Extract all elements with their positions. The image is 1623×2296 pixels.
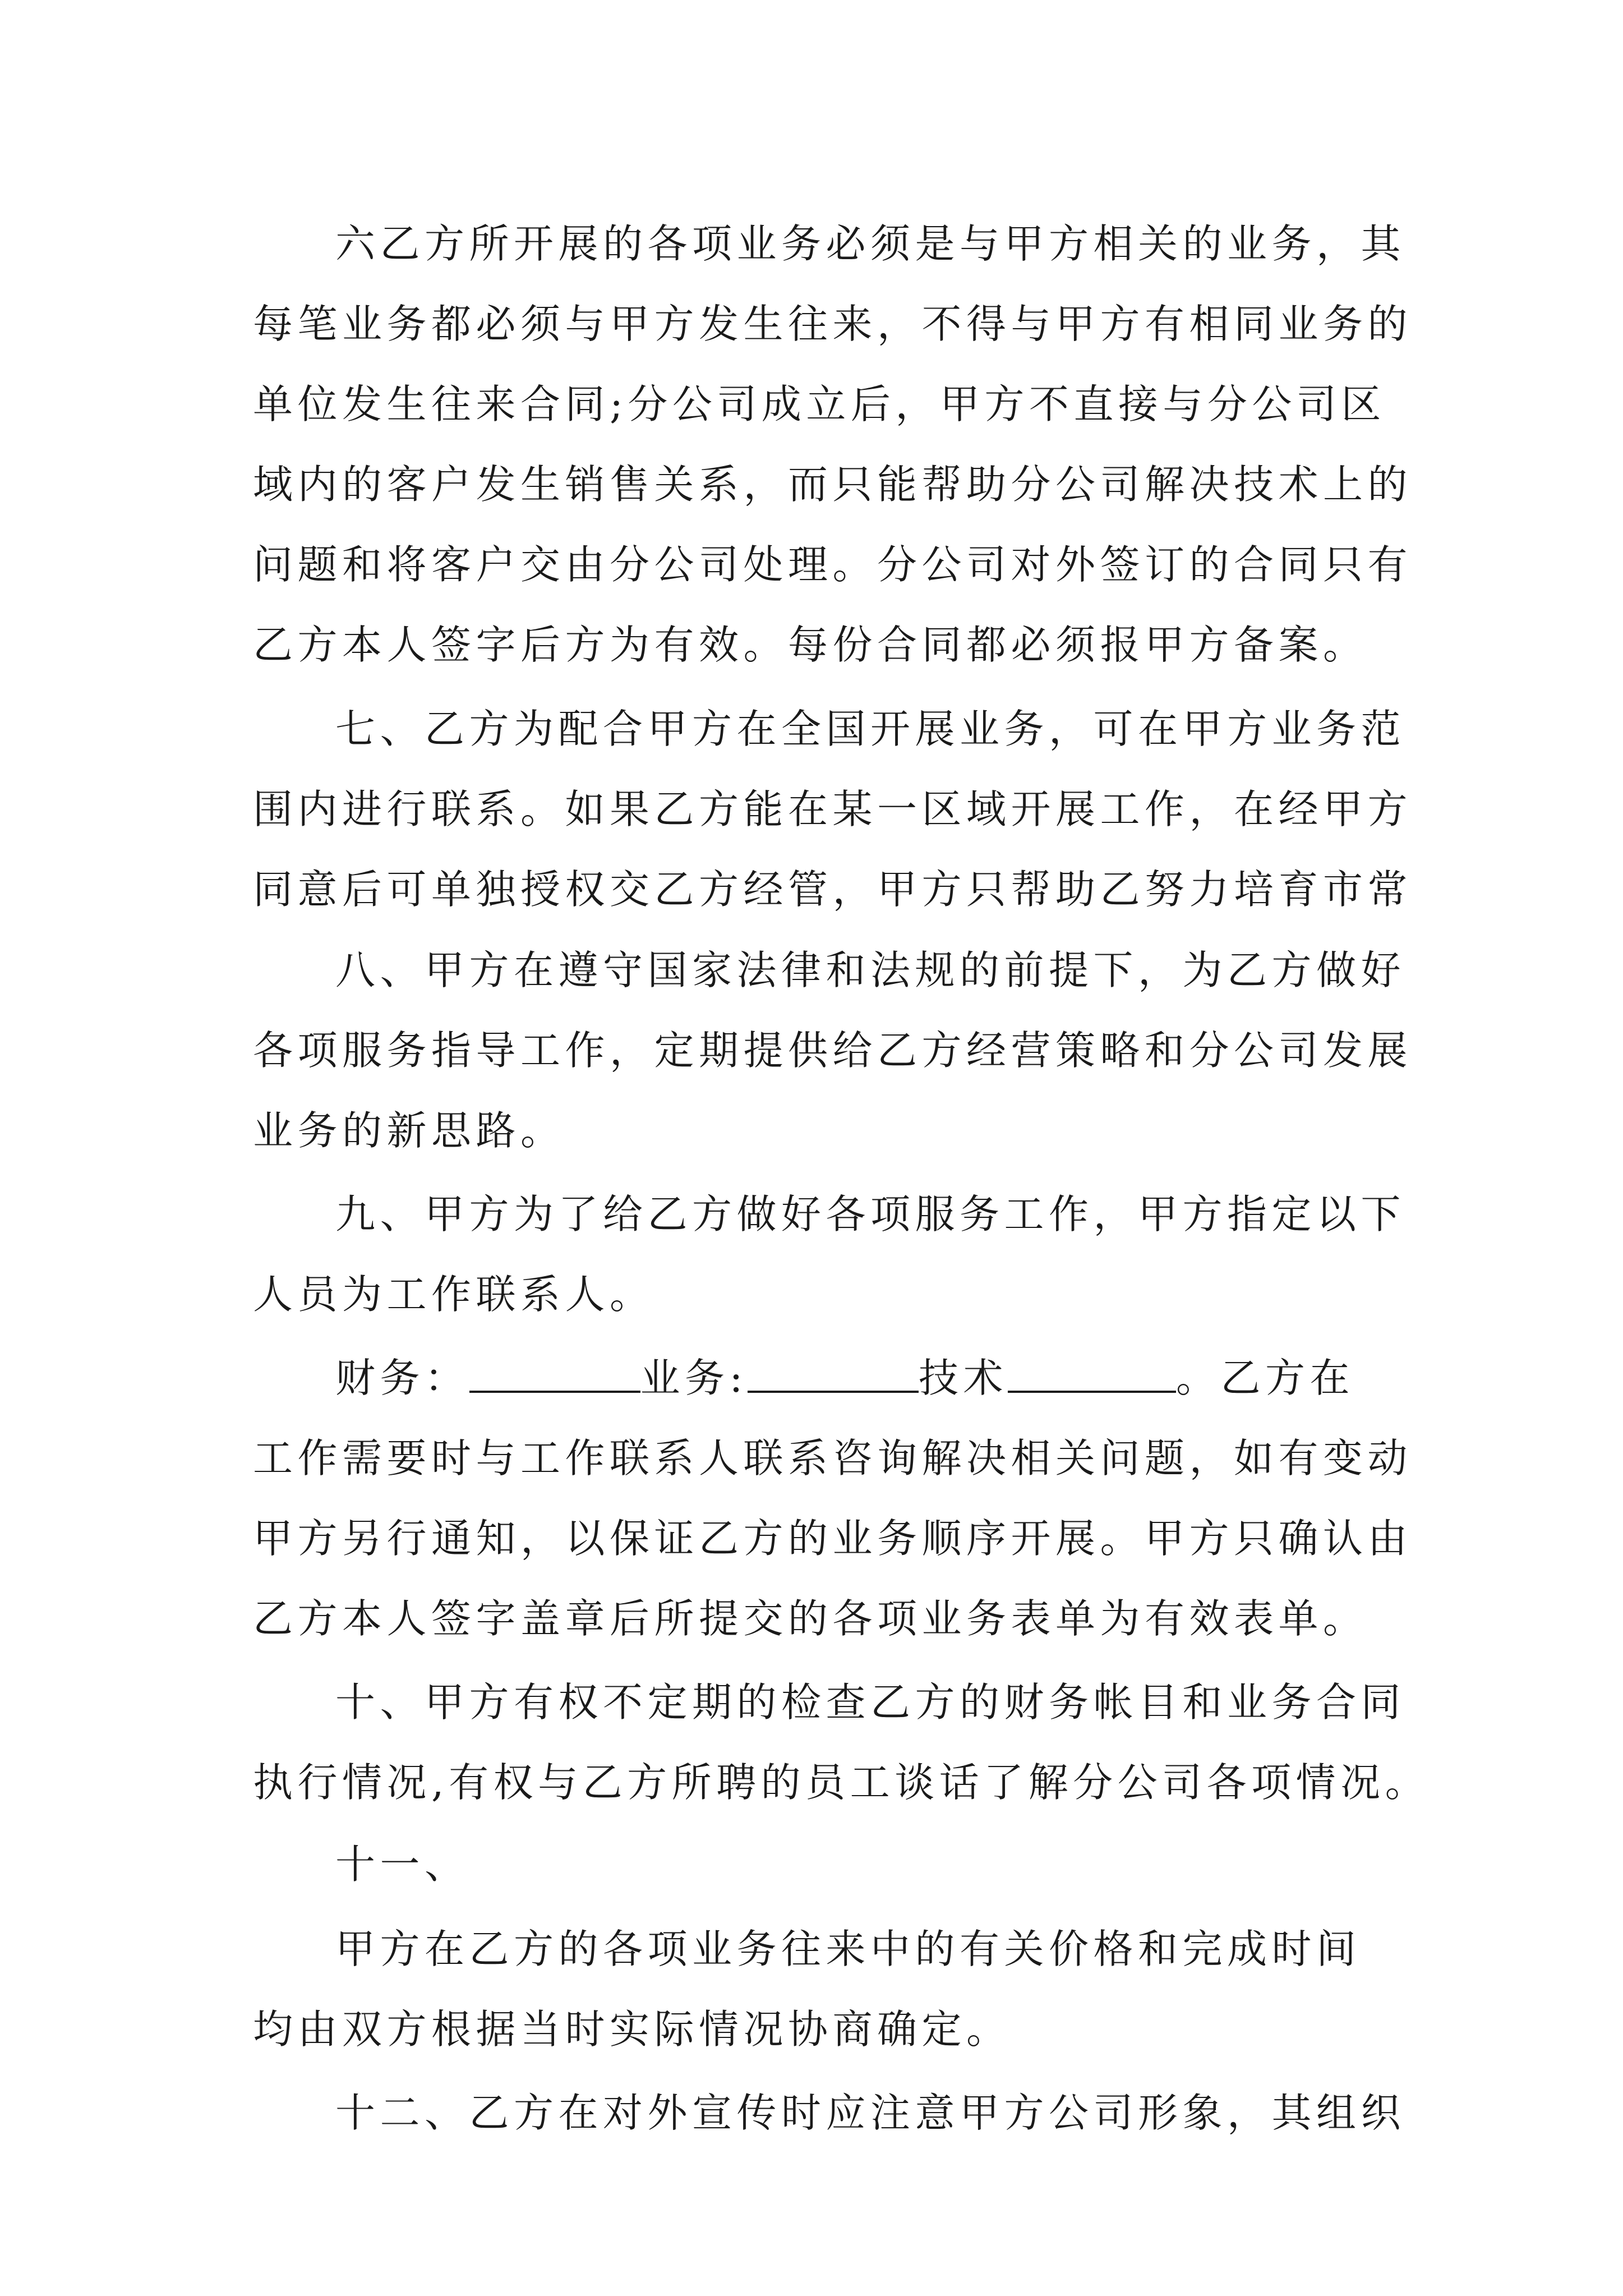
finance-label: 财务： xyxy=(335,1355,469,1401)
business-blank xyxy=(748,1355,919,1393)
paragraph-8-line-2: 各项服务指导工作，定期提供给乙方经营策略和分公司发展 xyxy=(253,1027,1413,1074)
paragraph-6-line-3: 单位发生往来合同;分公司成立后，甲方不直接与分公司区 xyxy=(253,381,1386,427)
paragraph-12-line-1: 十二、乙方在对外宣传时应注意甲方公司形象，其组织 xyxy=(335,2090,1406,2136)
paragraph-8-line-3: 业务的新思路。 xyxy=(253,1107,565,1154)
paragraph-6-line-5: 问题和将客户交由分公司处理。分公司对外签订的合同只有 xyxy=(253,541,1413,588)
business-label: 业务: xyxy=(640,1355,748,1401)
paragraph-7-line-1: 七、乙方为配合甲方在全国开展业务，可在甲方业务范 xyxy=(335,706,1406,752)
paragraph-9-line-4: 工作需要时与工作联系人联系咨询解决相关问题，如有变动 xyxy=(253,1435,1413,1481)
paragraph-11-line-2: 均由双方根据当时实际情况协商确定。 xyxy=(253,2006,1011,2053)
paragraph-6-line-1: 六乙方所开展的各项业务必须是与甲方相关的业务，其 xyxy=(335,220,1406,267)
paragraph-9-line-2: 人员为工作联系人。 xyxy=(253,1271,654,1318)
tech-blank xyxy=(1008,1355,1176,1393)
paragraph-9-line-6: 乙方本人签字盖章后所提交的各项业务表单为有效表单。 xyxy=(253,1595,1368,1642)
paragraph-11-heading: 十一、 xyxy=(335,1841,469,1888)
paragraph-8-line-1: 八、甲方在遵守国家法律和法规的前提下，为乙方做好 xyxy=(335,947,1406,993)
finance-blank xyxy=(469,1355,640,1393)
paragraph-6-line-4: 域内的客户发生销售关系，而只能帮助分公司解决技术上的 xyxy=(253,461,1413,508)
paragraph-11-line-1: 甲方在乙方的各项业务往来中的有关价格和完成时间 xyxy=(335,1926,1361,1972)
paragraph-9-line-5: 甲方另行通知，以保证乙方的业务顺序开展。甲方只确认由 xyxy=(253,1515,1413,1562)
paragraph-6-line-2: 每笔业务都必须与甲方发生往来，不得与甲方有相同业务的 xyxy=(253,301,1413,347)
paragraph-6-line-6: 乙方本人签字后方为有效。每份合同都必须报甲方备案。 xyxy=(253,622,1368,668)
paragraph-7-line-2: 围内进行联系。如果乙方能在某一区域开展工作，在经甲方 xyxy=(253,786,1413,832)
contacts-tail: 。乙方在 xyxy=(1175,1355,1354,1401)
paragraph-10-line-1: 十、甲方有权不定期的检查乙方的财务帐目和业务合同 xyxy=(335,1679,1406,1726)
contacts-line xyxy=(335,1336,1457,1420)
tech-label: 技术 xyxy=(918,1355,1008,1401)
paragraph-10-line-2: 执行情况,有权与乙方所聘的员工谈话了解分公司各项情况。 xyxy=(253,1759,1430,1806)
paragraph-7-line-3: 同意后可单独授权交乙方经管，甲方只帮助乙努力培育市常 xyxy=(253,866,1413,913)
paragraph-9-line-1: 九、甲方为了给乙方做好各项服务工作，甲方指定以下 xyxy=(335,1191,1406,1237)
